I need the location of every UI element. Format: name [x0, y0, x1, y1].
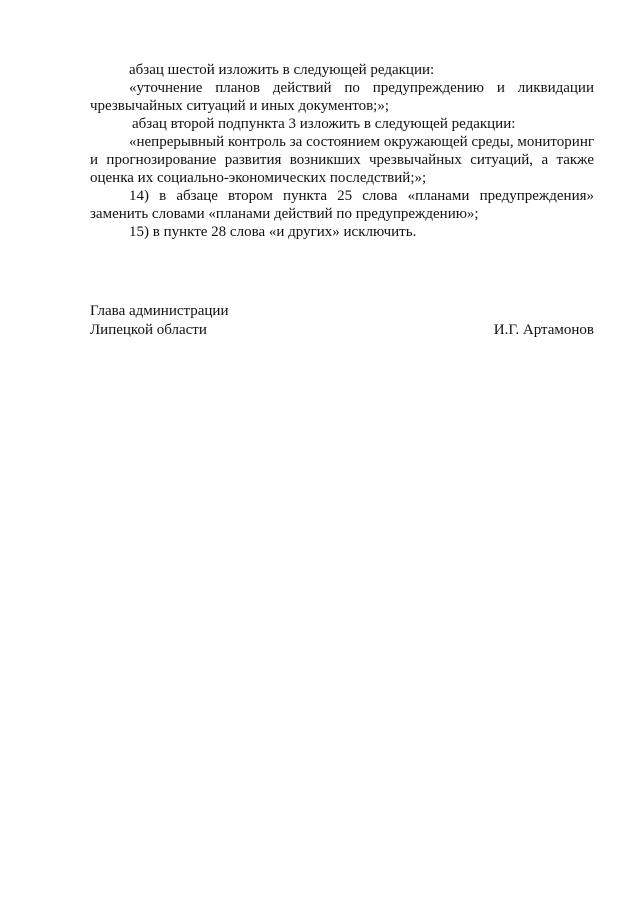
- document-body: [90, 61, 594, 241]
- signature-name: И.Г. Артамонов: [493, 322, 594, 338]
- paragraph-4: «непрерывный контроль за состоянием окружающей среды, мониторинг и прогнозирование развития возникших чрезвычайных ситуаций, а также оценка их социально-экономических последствий;»;: [90, 134, 594, 186]
- paragraph-1: абзац шестой изложить в следующей редакции:: [129, 62, 435, 78]
- paragraph-5: 14) в абзаце втором пункта 25 слова «планами предупреждения» заменить словами «планами действий по предупреждению»;: [90, 188, 594, 222]
- signature-position-line-1: Глава администрации: [90, 303, 229, 319]
- signature-position-line-2: Липецкой области: [90, 322, 207, 338]
- signature-line: [90, 321, 594, 340]
- paragraph-3: абзац второй подпункта 3 изложить в следующей редакции:: [132, 116, 516, 132]
- paragraph-2: «уточнение планов действий по предупреждению и ликвидации чрезвычайных ситуаций и иных документов;»;: [90, 80, 594, 114]
- signature-block: [90, 302, 594, 340]
- paragraph-6: 15) в пункте 28 слова «и других» исключить.: [129, 224, 417, 240]
